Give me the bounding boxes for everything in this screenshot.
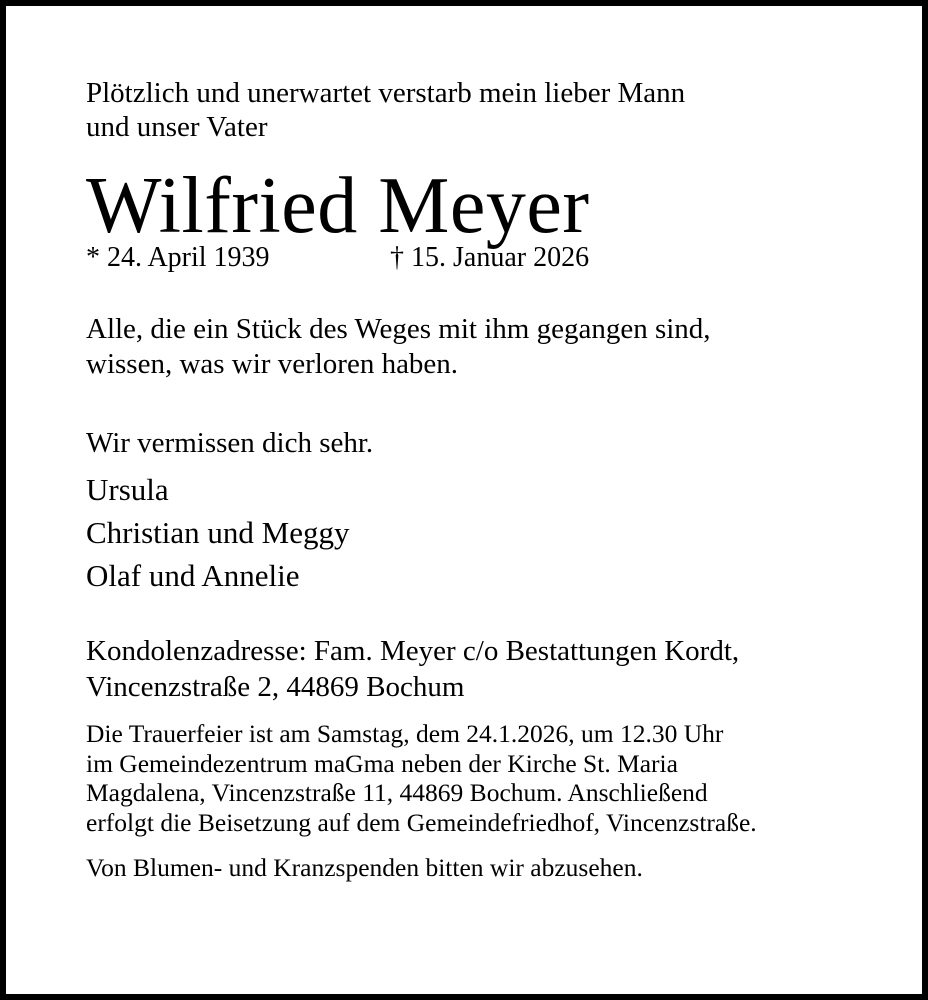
quote-line: wissen, was wir verloren haben.	[86, 348, 459, 380]
ceremony-line: Magdalena, Vincenzstraße 11, 44869 Bochum. Anschließend	[86, 778, 708, 807]
ceremony-line: Die Trauerfeier ist am Samstag, dem 24.1.2026, um 12.30 Uhr	[86, 719, 724, 748]
quote-line: Alle, die ein Stück des Weges mit ihm gegangen sind,	[86, 313, 711, 345]
ceremony-details	[86, 719, 886, 837]
condolence-line: Kondolenzadresse: Fam. Meyer c/o Bestattungen Kordt,	[86, 635, 740, 667]
intro-text	[86, 76, 886, 144]
condolence-address	[86, 633, 886, 705]
life-dates	[86, 242, 886, 274]
birth-date: * 24. April 1939	[86, 242, 270, 273]
deceased-name: Wilfried Meyer	[86, 162, 590, 250]
ceremony-line: im Gemeindezentrum maGma neben der Kirche St. Maria	[86, 748, 678, 778]
miss-line: Wir vermissen dich sehr.	[86, 427, 374, 459]
intro-line: und unser Vater	[86, 111, 268, 143]
ceremony-line: erfolgt die Beisetzung auf dem Gemeindefriedhof, Vincenzstraße.	[86, 807, 757, 837]
intro-line: Plötzlich und unerwartet verstarb mein lieber Mann	[86, 77, 686, 109]
family-list	[86, 468, 886, 597]
condolence-line: Vincenzstraße 2, 44869 Bochum	[86, 671, 465, 703]
death-date: † 15. Januar 2026	[390, 242, 590, 273]
family-member: Christian und Meggy	[86, 515, 350, 550]
family-member: Olaf und Annelie	[86, 558, 300, 593]
obituary-content	[86, 76, 886, 883]
family-member: Ursula	[86, 472, 169, 507]
memorial-quote	[86, 312, 886, 382]
flowers-note: Von Blumen- und Kranzspenden bitten wir abzusehen.	[86, 853, 643, 882]
